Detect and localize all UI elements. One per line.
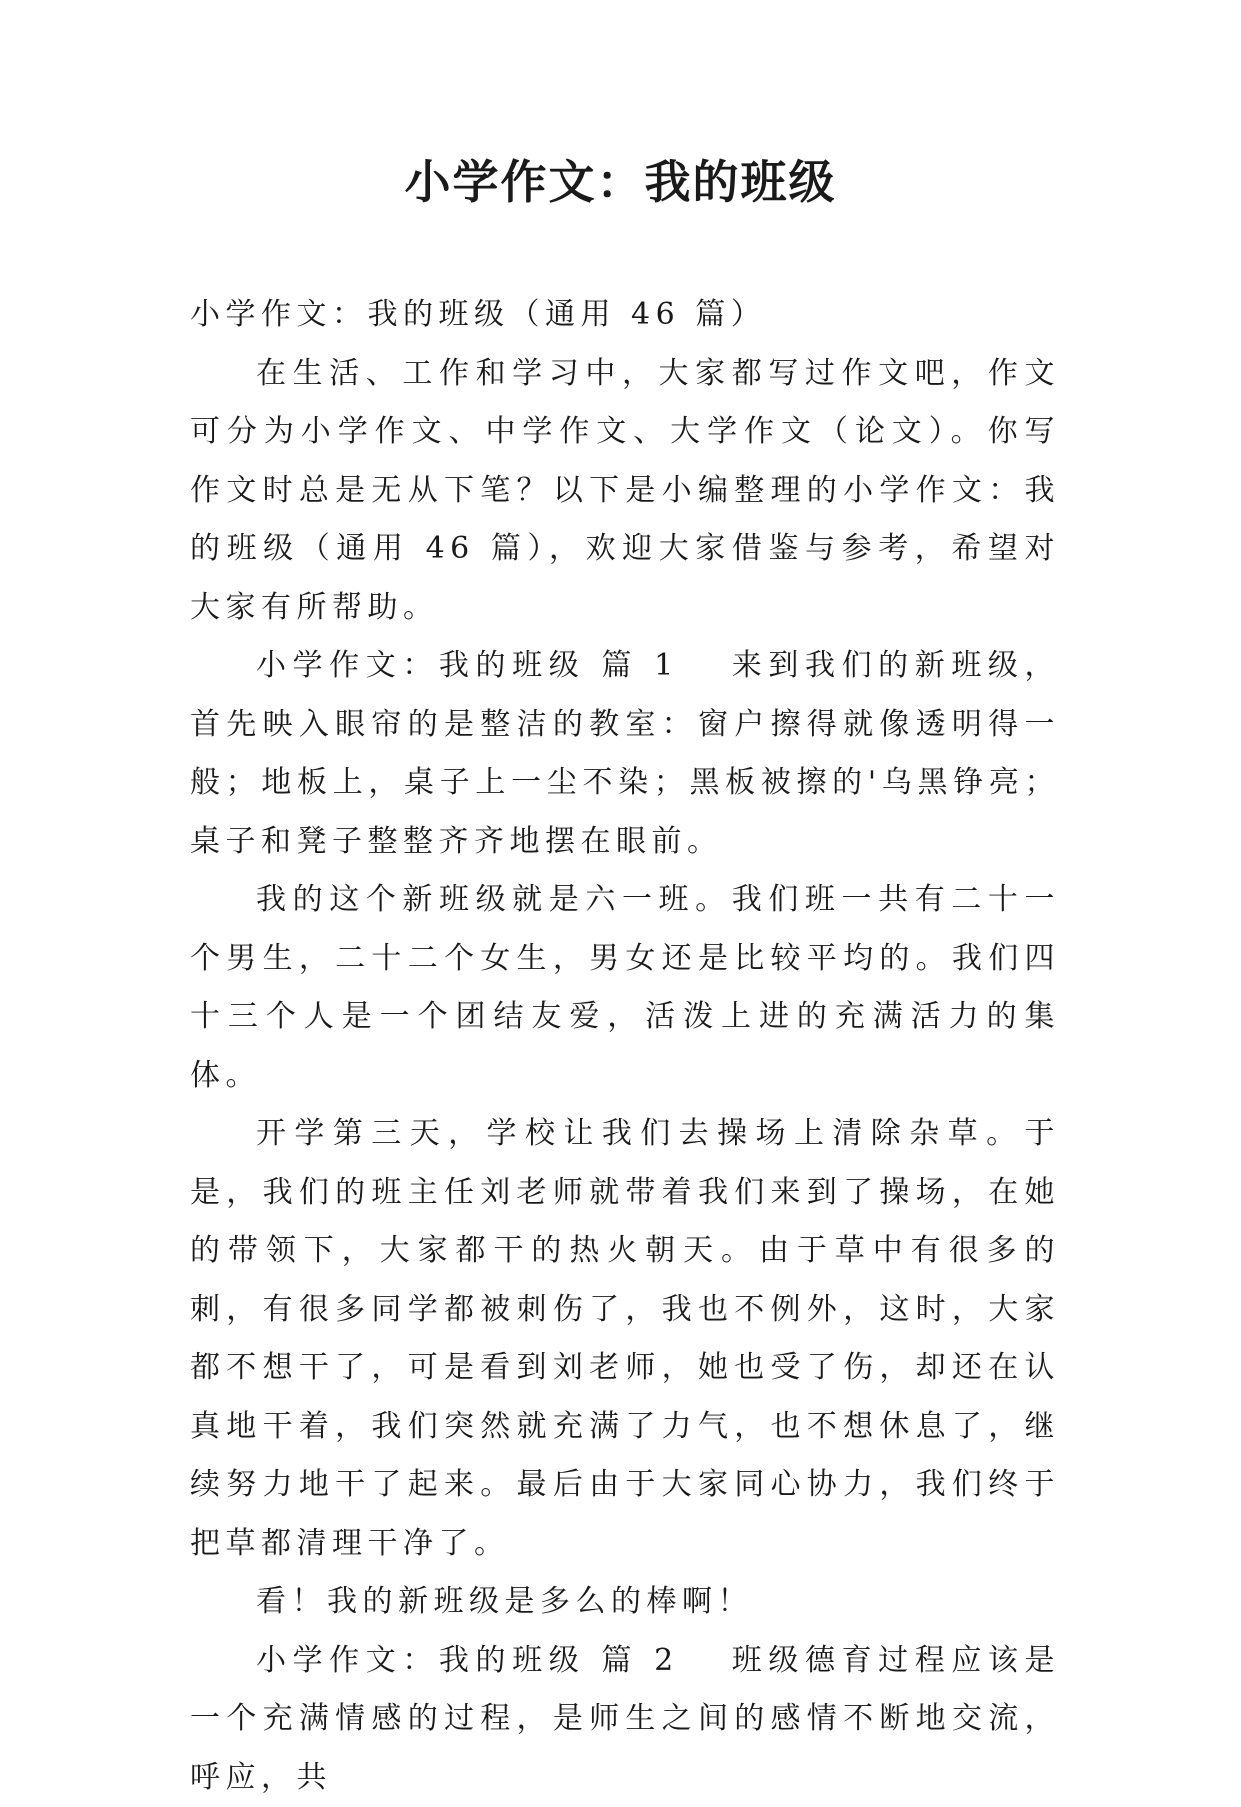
section-1-paragraph xyxy=(190,637,1060,871)
intro-paragraph: 在生活、工作和学习中，大家都写过作文吧，作文可分为小学作文、中学作文、大学作文（论文）。你写作文时总是无从下笔？以下是小编整理的小学作文：我的班级（通用 46 篇），欢迎大家借鉴与参考，希望对大家有所帮助。 xyxy=(190,345,1060,638)
document-subtitle: 小学作文：我的班级（通用 46 篇） xyxy=(190,286,1060,345)
section-1-text: 来到我们的新班级，首先映入眼帘的是整洁的教室：窗户擦得就像透明得一般；地板上，桌子上一尘不染；黑板被擦的'乌黑铮亮；桌子和凳子整整齐齐地摆在眼前。 xyxy=(190,648,1060,859)
section-2-heading: 小学作文：我的班级 篇 2 xyxy=(256,1643,679,1678)
section-1-heading: 小学作文：我的班级 篇 1 xyxy=(256,648,679,683)
weeding-story-paragraph: 开学第三天，学校让我们去操场上清除杂草。于是，我们的班主任刘老师就带着我们来到了操场，在她的带领下，大家都干的热火朝天。由于草中有很多的刺，有很多同学都被刺伤了，我也不例外，这时，大家都不想干了，可是看到刘老师，她也受了伤，却还在认真地干着，我们突然就充满了力气，也不想休息了，继续努力地干了起来。最后由于大家同心协力，我们终于把草都清理干净了。 xyxy=(190,1105,1060,1573)
document-title: 小学作文：我的班级 xyxy=(0,152,1241,212)
document-body xyxy=(190,286,1060,1807)
class-description-paragraph: 我的这个新班级就是六一班。我们班一共有二十一个男生，二十二个女生，男女还是比较平均的。我们四十三个人是一个团结友爱，活泼上进的充满活力的集体。 xyxy=(190,871,1060,1105)
section-2-text: 班级德育过程应该是一个充满情感的过程，是师生之间的感情不断地交流，呼应，共 xyxy=(190,1643,1060,1795)
closing-exclamation-paragraph: 看！我的新班级是多么的棒啊！ xyxy=(190,1573,1060,1632)
section-2-paragraph xyxy=(190,1632,1060,1807)
